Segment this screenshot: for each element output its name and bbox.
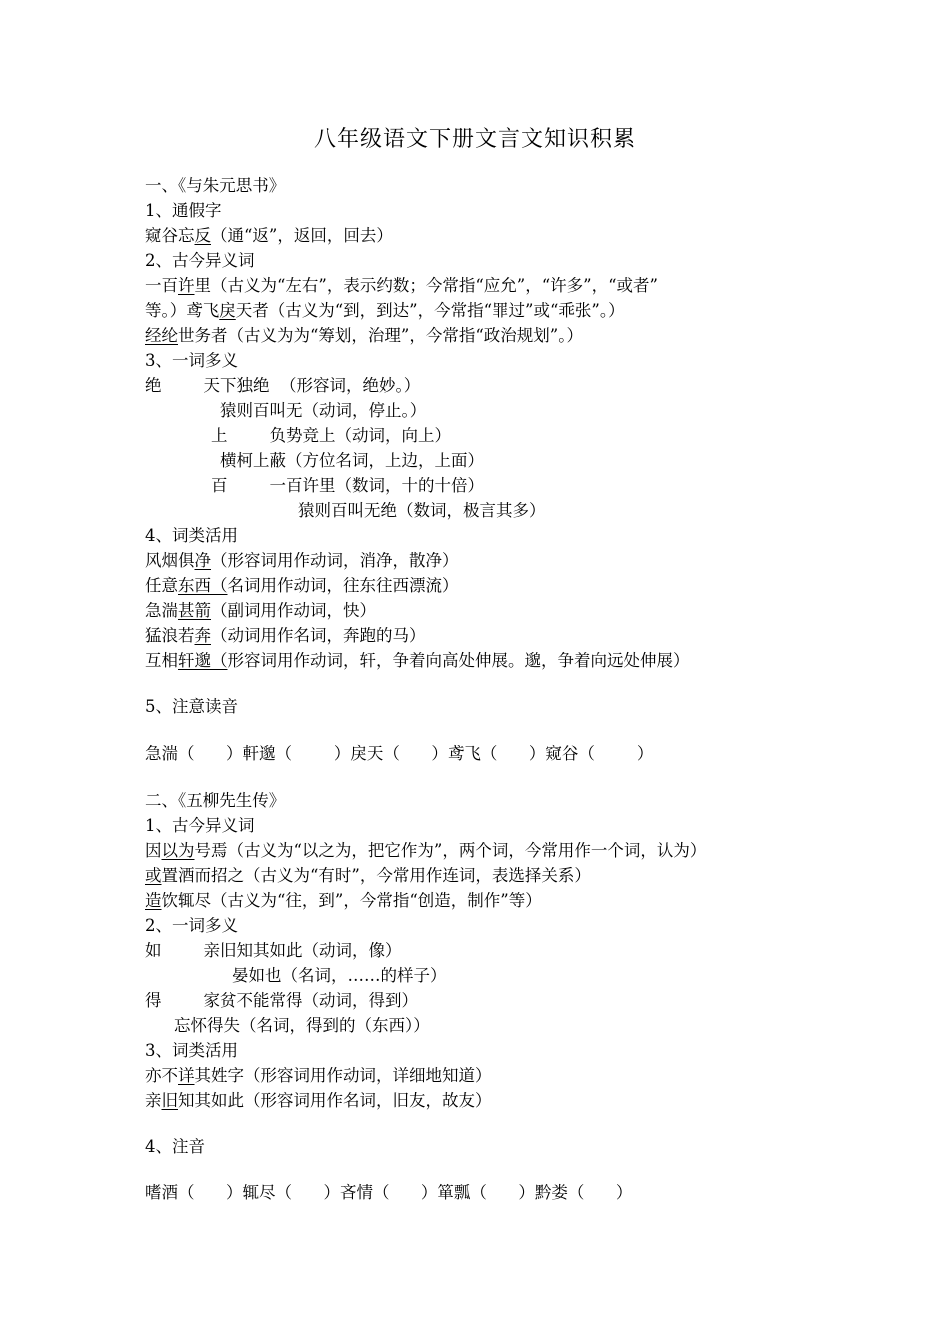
s1-duoyi-shang-1: 上 负势竞上（动词，向上） <box>211 426 451 445</box>
s2-huoyong-line-1: 亦不详其姓字（形容词用作动词，详细地知道） <box>145 1066 492 1085</box>
s1-tongjiazi-line: 窥谷忘反（通“返”，返回，回去） <box>145 226 393 245</box>
s2-subheading-huoyong: 3、词类活用 <box>145 1041 238 1060</box>
s1-duoyi-jue-1: 绝 天下独绝 （形容词，绝妙。） <box>145 376 421 395</box>
s1-subheading-yiciduoyi: 3、一词多义 <box>145 351 238 370</box>
s1-duoyi-bai-2: 猿则百叫无绝（数词，极言其多） <box>298 501 546 520</box>
s2-subheading-zhuyin: 4、注音 <box>145 1137 205 1156</box>
s1-huoyong-line-5: 互相轩邈（形容词用作动词，轩，争着向高处伸展。邈，争着向远处伸展） <box>145 651 690 670</box>
s2-subheading-gujin: 1、古今异义词 <box>145 816 255 835</box>
page-title: 八年级语文下册文言文知识积累 <box>313 127 636 152</box>
s1-subheading-duyin: 5、注意读音 <box>145 697 238 716</box>
s1-gujin-line-3: 经纶世务者（古义为为“筹划，治理”，今常指“政治规划”。） <box>145 326 583 345</box>
s1-subheading-tongjiazi: 1、通假字 <box>145 201 222 220</box>
s2-gujin-line-1: 因以为号焉（古义为“以之为，把它作为”，两个词，今常用作一个词，认为） <box>145 841 707 860</box>
s2-gujin-line-2: 或置酒而招之（古义为“有时”，今常用作连词，表选择关系） <box>145 866 591 885</box>
s1-gujin-line-2: 等。）鸢飞戾天者（古义为“到，到达”，今常指“罪过”或“乖张”。） <box>145 301 625 320</box>
s1-huoyong-line-1: 风烟俱净（形容词用作动词，消净，散净） <box>145 551 459 570</box>
s2-duoyi-ru-1: 如 亲旧知其如此（动词，像） <box>145 941 402 960</box>
s1-duoyi-shang-2: 横柯上蔽（方位名词，上边，上面） <box>220 451 484 470</box>
s2-gujin-line-3: 造饮辄尽（古义为“往，到”，今常指“创造，制作”等） <box>145 891 542 910</box>
s1-gujin-line-1: 一百许里（古义为“左右”，表示约数；今常指“应允”，“许多”，“或者” <box>145 276 658 295</box>
s1-subheading-huoyong: 4、词类活用 <box>145 526 238 545</box>
s1-huoyong-line-3: 急湍甚箭（副词用作动词，快） <box>145 601 376 620</box>
s2-huoyong-line-2: 亲旧知其如此（形容词用作名词，旧友，故友） <box>145 1091 492 1110</box>
s1-duoyi-bai-1: 百 一百许里（数词，十的十倍） <box>211 476 484 495</box>
s2-duoyi-de-1: 得 家贫不能常得（动词，得到） <box>145 991 418 1010</box>
s2-subheading-yiciduoyi: 2、一词多义 <box>145 916 238 935</box>
s1-huoyong-line-4: 猛浪若奔（动词用作名词，奔跑的马） <box>145 626 426 645</box>
s2-duoyi-de-2: 忘怀得失（名词，得到的（东西）） <box>174 1016 430 1035</box>
s1-huoyong-line-2: 任意东西（名词用作动词，往东往西漂流） <box>145 576 459 595</box>
s2-duoyi-ru-2: 晏如也（名词，……的样子） <box>232 966 447 985</box>
s1-duyin-line: 急湍（ ）軒邈（ ）戾天（ ）鸢飞（ ）窥谷（ ） <box>145 744 654 763</box>
s1-duoyi-jue-2: 猿则百叫无（动词，停止。） <box>220 401 427 420</box>
s2-zhuyin-line: 嗜酒（ ）辄尽（ ）吝情（ ）箪瓢（ ）黔娄（ ） <box>145 1183 633 1202</box>
s1-subheading-gujin: 2、古今异义词 <box>145 251 255 270</box>
section-2-heading: 二、《五柳先生传》 <box>145 791 286 810</box>
section-1-heading: 一、《与朱元思书》 <box>145 176 286 195</box>
